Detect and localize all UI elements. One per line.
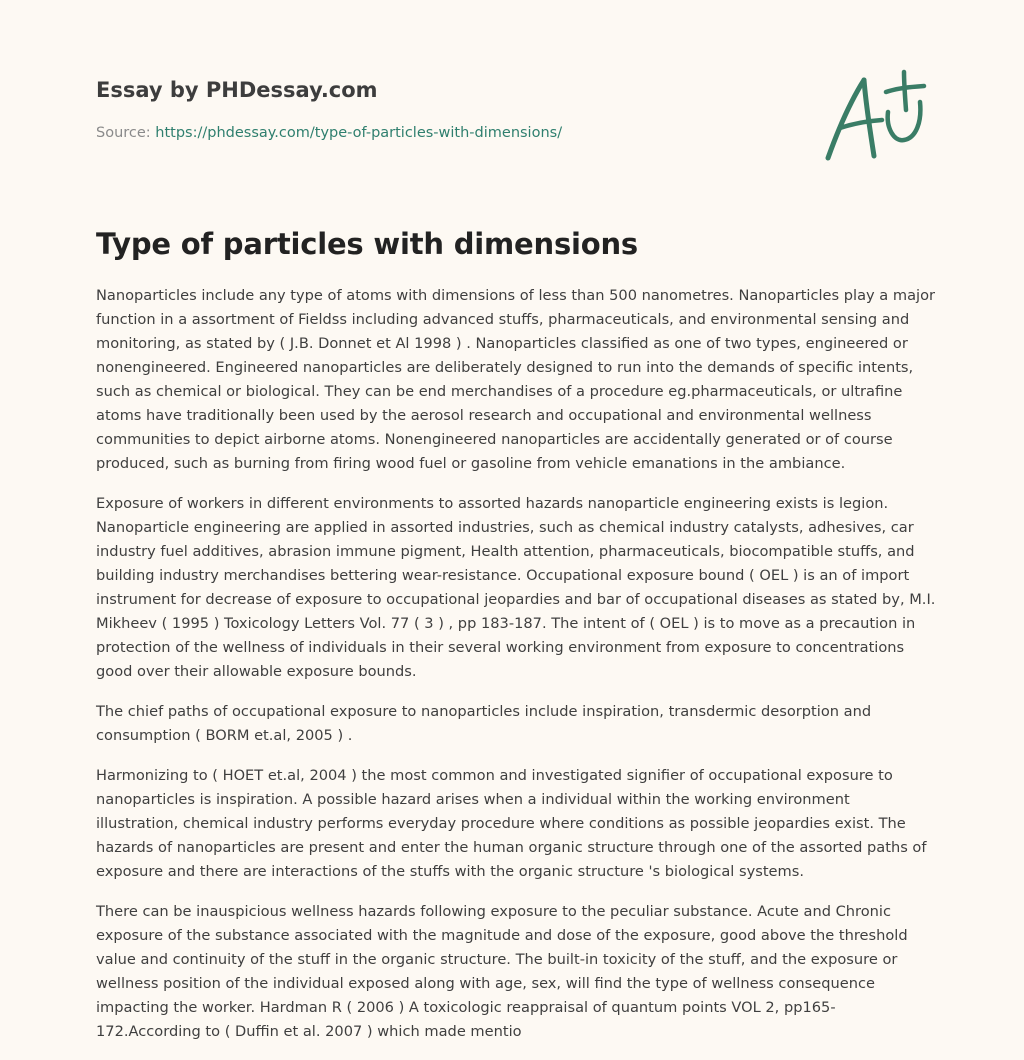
paragraph: The chief paths of occupational exposure to nanoparticles include inspiration, transdermic desorption and consumption ( BORM et.al, 2005 ) . [96, 703, 872, 744]
essay-body [96, 284, 936, 1060]
a-plus-logo-icon [820, 66, 930, 166]
paragraph: There can be inauspicious wellness hazards following exposure to the peculiar substance. Acute and Chronic exposure of the substance associated with the magnitude and dose of the exposure, good above the threshold value and continuity of the stuff in the organic structure. The built-in toxicity of the stuff, and the exposure or wellness position of the individual exposed along with age, sex, will find the type of wellness consequence impacting the worker. Hardman R ( 2006 ) A toxicologic reappraisal of quantum points VOL 2, pp165-172.According to ( Duffin et al. 2007 ) which made mentio [96, 903, 908, 1040]
paragraph: Nanoparticles include any type of atoms with dimensions of less than 500 nanometres. Nanoparticles play a major function in a assortment of Fieldss including advanced stuffs, pharmaceuticals, and environmental sensing and monitoring, as stated by ( J.B. Donnet et Al 1998 ) . Nanoparticles classified as one of two types, engineered or nonengineered. Engineered nanoparticles are deliberately designed to run into the demands of specific intents, such as chemical or biological. They can be end merchandises of a procedure eg.pharmaceuticals, or ultrafine atoms have traditionally been used by the aerosol research and occupational and environmental wellness communities to depict airborne atoms. Nonengineered nanoparticles are accidentally generated or of course produced, such as burning from firing wood fuel or gasoline from vehicle emanations in the ambiance. [96, 287, 936, 472]
source-line [96, 123, 796, 143]
site-header [96, 76, 796, 143]
brand-name: Essay by PHDessay.com [96, 78, 378, 102]
essay-title: Type of particles with dimensions [96, 227, 638, 261]
paragraph: Exposure of workers in different environments to assorted hazards nanoparticle engineering exists is legion. Nanoparticle engineering are applied in assorted industries, such as chemical industry catalysts, adhesives, car industry fuel additives, abrasion immune pigment, Health attention, pharmaceuticals, biocompatible stuffs, and building industry merchandises bettering wear-resistance. Occupational exposure bound ( OEL ) is an of import instrument for decrease of exposure to occupational jeopardies and bar of occupational diseases as stated by, M.I. Mikheev ( 1995 ) Toxicology Letters Vol. 77 ( 3 ) , pp 183-187. The intent of ( OEL ) is to move as a precaution in protection of the wellness of individuals in their several working environment from exposure to concentrations good over their allowable exposure bounds. [96, 495, 936, 680]
source-link[interactable]: https://phdessay.com/type-of-particles-with-dimensions/ [155, 125, 563, 141]
paragraph: Harmonizing to ( HOET et.al, 2004 ) the most common and investigated signifier of occupational exposure to nanoparticles is inspiration. A possible hazard arises when a individual within the working environment illustration, chemical industry performs everyday procedure where conditions as possible jeopardies exist. The hazards of nanoparticles are present and enter the human organic structure through one of the assorted paths of exposure and there are interactions of the stuffs with the organic structure 's biological systems. [96, 767, 927, 880]
source-label: Source: [96, 125, 156, 141]
